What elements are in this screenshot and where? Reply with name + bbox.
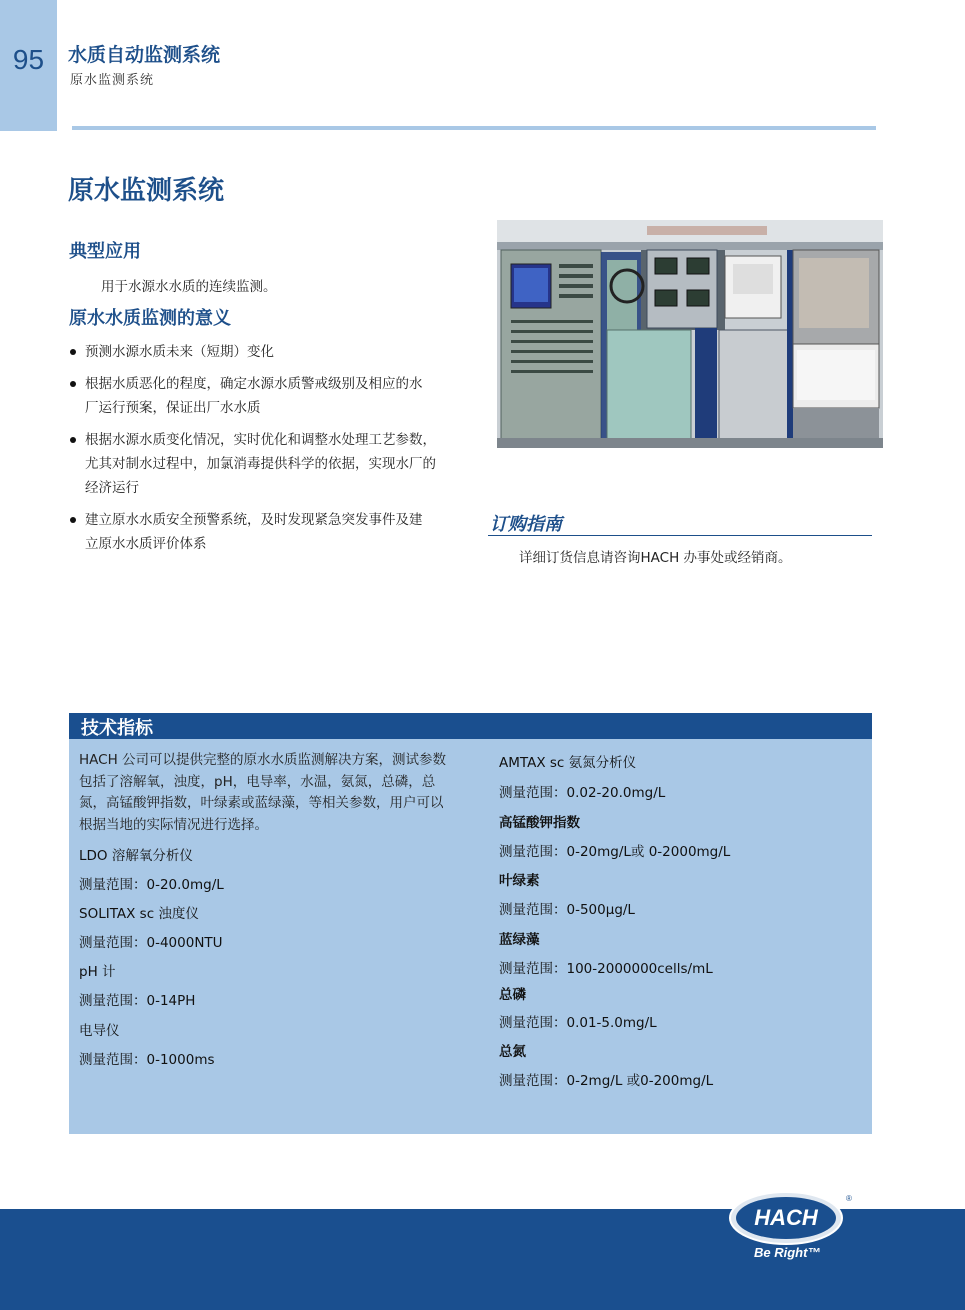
spec-range: 测量范围：100-2000000cells/mL [499, 961, 713, 977]
list-item: 根据水质恶化的程度，确定水源水质警戒级别及相应的水 厂运行预案，保证出厂水水质 [69, 372, 469, 420]
list-item: 建立原水水质安全预警系统，及时发现紧急突发事件及建 立原水水质评价体系 [69, 508, 469, 556]
spec-range: 测量范围：0-20.0mg/L [79, 877, 224, 893]
specs-intro: HACH 公司可以提供完整的原水水质监测解决方案，测试参数包括了溶解氧，浊度，pH，电导率，水温，氨氮，总磷，总氮，高锰酸钾指数，叶绿素或蓝绿藻，等相关参数，用户可以根据当地的实际情况进行选择。 [79, 752, 447, 833]
list-item: 预测水源水质未来（短期）变化 [69, 340, 469, 364]
hach-logo [728, 1188, 856, 1246]
spec-name: 电导仪 [79, 1023, 120, 1039]
typical-application-heading: 典型应用 [69, 241, 141, 262]
page-number: 95 [12, 44, 45, 75]
significance-list [69, 340, 469, 564]
header-subtitle: 原水监测系统 [70, 73, 155, 88]
spec-range: 测量范围：0-2mg/L 或0-200mg/L [499, 1073, 714, 1089]
order-guide-divider [488, 535, 872, 536]
spec-name: 高锰酸钾指数 [499, 815, 580, 831]
order-guide-heading: 订购指南 [490, 514, 562, 535]
list-item: 根据水源水质变化情况，实时优化和调整水处理工艺参数， 尤其对制水过程中，加氯消毒提供科学的依据，实现水厂的 经济运行 [69, 428, 469, 500]
significance-heading: 原水水质监测的意义 [69, 308, 231, 329]
spec-range: 测量范围：0-14PH [79, 993, 196, 1009]
spec-name: 总磷 [499, 987, 526, 1003]
svg-text:®: ® [846, 1194, 852, 1203]
spec-name: LDO 溶解氧分析仪 [79, 848, 193, 864]
specs-panel [69, 713, 872, 1134]
spec-name: AMTAX sc 氨氮分析仪 [499, 755, 637, 771]
header-title: 水质自动监测系统 [68, 44, 221, 66]
svg-text:HACH: HACH [754, 1205, 818, 1230]
spec-range: 测量范围：0-4000NTU [79, 935, 223, 951]
page-title: 原水监测系统 [68, 176, 225, 206]
spec-range: 测量范围：0.01-5.0mg/L [499, 1015, 657, 1031]
brand-slogan: Be Right™ [754, 1245, 821, 1260]
typical-application-text: 用于水源水水质的连续监测。 [101, 279, 277, 295]
spec-name: 蓝绿藻 [499, 932, 540, 948]
order-guide-text: 详细订货信息请咨询HACH 办事处或经销商。 [519, 550, 792, 566]
header-divider [72, 126, 876, 130]
specs-header-bar [69, 713, 872, 739]
specs-heading: 技术指标 [81, 718, 153, 739]
spec-range: 测量范围：0-1000ms [79, 1052, 215, 1068]
spec-name: pH 计 [79, 964, 116, 980]
spec-range: 测量范围：0.02-20.0mg/L [499, 785, 666, 801]
spec-name: 叶绿素 [499, 873, 540, 889]
spec-range: 测量范围：0-20mg/L或 0-2000mg/L [499, 844, 731, 860]
equipment-photo [497, 220, 883, 448]
spec-name: 总氮 [499, 1044, 526, 1060]
spec-name: SOLITAX sc 浊度仪 [79, 906, 199, 922]
spec-range: 测量范围：0-500μg/L [499, 902, 635, 918]
